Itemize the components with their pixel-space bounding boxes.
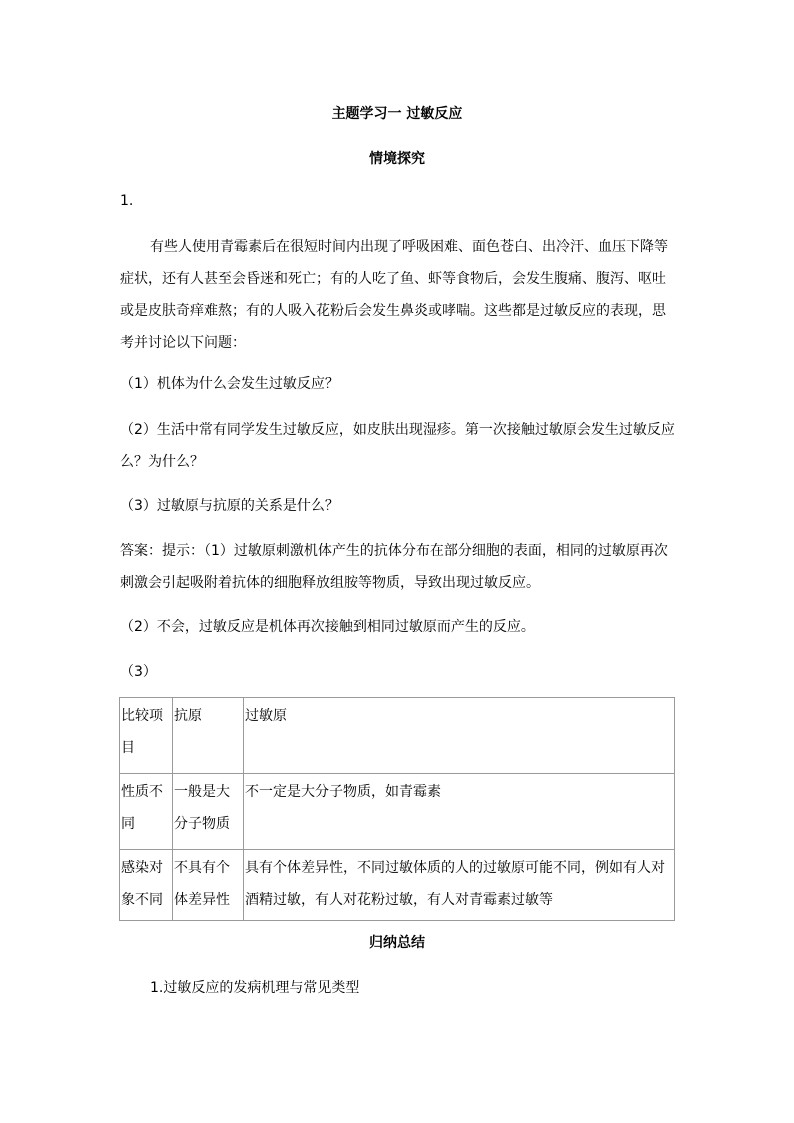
table-row bbox=[120, 774, 675, 850]
table-cell: 感染对象不同 bbox=[120, 850, 173, 921]
intro-paragraph: 有些人使用青霉素后在很短时间内出现了呼吸困难、面色苍白、出冷汗、血压下降等症状，还有人甚至会昏迷和死亡；有的人吃了鱼、虾等食物后，会发生腹痛、腹泻、呕吐或是皮肤奇痒难熬；有的人吸入花粉后会发生鼻炎或哮喘。这些都是过敏反应的表现，思考并讨论以下问题： bbox=[120, 239, 668, 351]
comparison-table bbox=[119, 697, 675, 921]
table-row bbox=[120, 850, 675, 921]
item-number: 1. bbox=[120, 193, 134, 209]
table-cell: 性质不同 bbox=[120, 774, 173, 850]
table-header-row bbox=[120, 698, 675, 774]
table-header-cell: 抗原 bbox=[173, 698, 244, 774]
table-cell: 不具有个体差异性 bbox=[173, 850, 244, 921]
answer-1: 答案：提示：（1）过敏原刺激机体产生的抗体分布在部分细胞的表面，相同的过敏原再次刺激会引起吸附着抗体的细胞释放组胺等物质，导致出现过敏反应。 bbox=[120, 543, 668, 591]
table-cell: 不一定是大分子物质，如青霉素 bbox=[244, 774, 675, 850]
question-2: （2）生活中常有同学发生过敏反应，如皮肤出现湿疹。第一次接触过敏原会发生过敏反应么？为什么？ bbox=[120, 422, 675, 470]
answer-3-label: （3） bbox=[120, 664, 157, 680]
table-header-cell: 过敏原 bbox=[244, 698, 675, 774]
answer-2: （2）不会，过敏反应是机体再次接触到相同过敏原而产生的反应。 bbox=[120, 619, 535, 635]
question-3: （3）过敏原与抗原的关系是什么？ bbox=[120, 498, 339, 514]
section-title-situation: 情境探究 bbox=[369, 151, 425, 167]
section-title-summary: 归纳总结 bbox=[369, 935, 425, 951]
summary-item: 1.过敏反应的发病机理与常见类型 bbox=[150, 980, 360, 996]
table-cell: 具有个体差异性，不同过敏体质的人的过敏原可能不同，例如有人对酒精过敏，有人对花粉过敏，有人对青霉素过敏等 bbox=[244, 850, 675, 921]
question-1: （1）机体为什么会发生过敏反应？ bbox=[120, 376, 339, 392]
table-header-cell: 比较项目 bbox=[120, 698, 173, 774]
page-heading: 主题学习一 过敏反应 bbox=[331, 106, 463, 122]
table-cell: 一般是大分子物质 bbox=[173, 774, 244, 850]
